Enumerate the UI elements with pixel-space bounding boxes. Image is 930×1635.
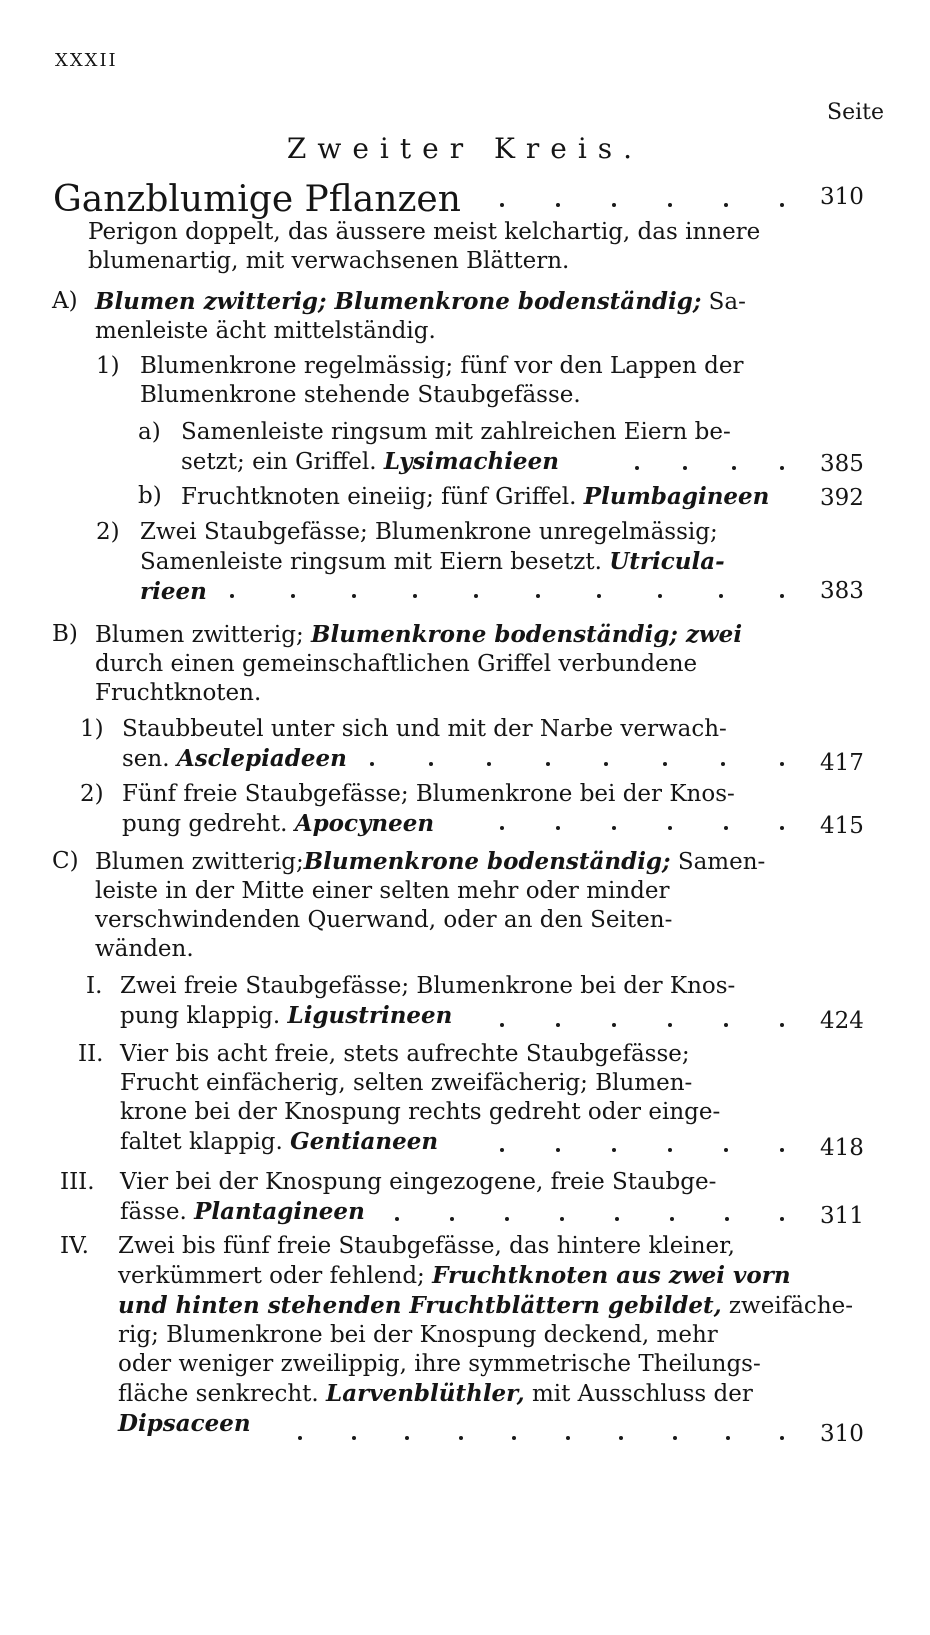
item-a1-label: 1) — [96, 353, 120, 379]
item-line: Fruchtknoten eineiig; fünf Griffel. — [181, 484, 577, 510]
section-c-text — [95, 847, 765, 964]
section-a-line: menleiste ächt mittelständig. — [95, 318, 436, 344]
leader-dots — [0, 1436, 930, 1438]
leader-dots — [0, 594, 930, 596]
leader-dot — [556, 203, 560, 207]
family-name: Apocyneen — [294, 810, 435, 837]
leader-dot — [668, 1148, 672, 1152]
leader-dot — [780, 762, 784, 766]
leader-dot — [512, 1436, 516, 1440]
section-b-line: durch einen gemeinschaftlichen Griffel verbundene — [95, 651, 698, 677]
leader-dot — [780, 466, 784, 470]
item-line: Staubbeutel unter sich und mit der Narbe verwach- — [122, 716, 727, 742]
leader-dot — [429, 762, 433, 766]
section-a-text — [95, 287, 746, 346]
item-line: Frucht einfächerig, selten zweifächerig; Blumen- — [120, 1070, 693, 1096]
leader-dot — [612, 826, 616, 830]
leader-dot — [668, 1023, 672, 1027]
leader-dots — [0, 1217, 930, 1219]
leader-dot — [395, 1217, 399, 1221]
leader-dot — [500, 826, 504, 830]
item-line: verkümmert oder fehlend; — [118, 1263, 425, 1289]
leader-dot — [566, 1436, 570, 1440]
section-b-italic: Blumenkrone bodenständig; zwei — [311, 621, 743, 648]
item-b2-label: 2) — [80, 781, 104, 807]
item-line: fläche senkrecht. — [118, 1381, 319, 1407]
item-b2-text — [122, 780, 735, 839]
leader-dot — [780, 1436, 784, 1440]
item-a1b-label: b) — [138, 483, 162, 509]
leader-dot — [556, 826, 560, 830]
leader-dots — [0, 466, 930, 468]
leader-dot — [405, 1436, 409, 1440]
leader-dot — [459, 1436, 463, 1440]
main-page-number: 310 — [820, 184, 864, 210]
leader-dot — [724, 203, 728, 207]
section-b-label: B) — [52, 621, 78, 647]
leader-dot — [560, 1217, 564, 1221]
item-line: sen. — [122, 746, 170, 772]
leader-dot — [724, 1148, 728, 1152]
item-line: Zwei freie Staubgefässe; Blumenkrone bei der Knos- — [120, 973, 736, 999]
item-c2-text — [120, 1040, 720, 1157]
family-name: Utricula- — [609, 548, 725, 575]
leader-dot — [673, 1436, 677, 1440]
leader-dot — [612, 1023, 616, 1027]
item-b1-label: 1) — [80, 716, 104, 742]
leader-dot — [612, 203, 616, 207]
item-c3-label: III. — [60, 1169, 95, 1195]
page-ref: 417 — [820, 750, 864, 776]
leader-dot — [724, 826, 728, 830]
leader-dot — [668, 826, 672, 830]
leader-dots — [0, 826, 930, 828]
leader-dot — [724, 1023, 728, 1027]
leader-dot — [500, 1148, 504, 1152]
leader-dot — [732, 466, 736, 470]
item-a1b-text — [181, 482, 769, 512]
section-c-line: leiste in der Mitte einer selten mehr oder minder — [95, 878, 670, 904]
leader-dot — [370, 762, 374, 766]
intro-paragraph — [88, 218, 760, 276]
family-name: Dipsaceen — [118, 1410, 251, 1437]
leader-dot — [612, 1148, 616, 1152]
leader-dot — [780, 1217, 784, 1221]
item-a1a-label: a) — [138, 419, 161, 445]
item-line: pung klappig. — [120, 1003, 281, 1029]
item-c4-text — [118, 1232, 853, 1439]
leader-dot — [500, 1023, 504, 1027]
section-a-label: A) — [52, 288, 78, 314]
leader-dot — [505, 1217, 509, 1221]
leader-dots — [0, 203, 930, 205]
leader-dot — [663, 762, 667, 766]
page-ref: 383 — [820, 578, 864, 604]
item-line: Samenleiste ringsum mit Eiern besetzt. — [140, 549, 602, 575]
item-line: Fünf freie Staubgefässe; Blumenkrone bei der Knos- — [122, 781, 735, 807]
section-b-line: Fruchtknoten. — [95, 680, 262, 706]
item-line: Vier bis acht freie, stets aufrechte Staubgefässe; — [120, 1041, 690, 1067]
leader-dot — [230, 594, 234, 598]
leader-dot — [619, 1436, 623, 1440]
section-b-text — [95, 620, 742, 708]
leader-dot — [658, 594, 662, 598]
page-ref: 424 — [820, 1008, 864, 1034]
leader-dot — [450, 1217, 454, 1221]
leader-dots — [0, 762, 930, 764]
section-title: Zweiter Kreis. — [286, 132, 644, 165]
page-ref: 385 — [820, 451, 864, 477]
leader-dot — [780, 1023, 784, 1027]
page-ref: 392 — [820, 485, 864, 511]
leader-dot — [719, 594, 723, 598]
item-line: Zwei bis fünf freie Staubgefässe, das hintere kleiner, — [118, 1233, 735, 1259]
page-number: XXXII — [55, 50, 118, 71]
section-c-line: wänden. — [95, 936, 194, 962]
family-name: Asclepiadeen — [176, 745, 347, 772]
section-c-label: C) — [52, 848, 79, 874]
leader-dot — [726, 1436, 730, 1440]
item-c2-label: II. — [78, 1041, 104, 1067]
item-line: Blumenkrone stehende Staubgefässe. — [140, 382, 581, 408]
item-italic: und hinten stehenden Fruchtblättern gebildet, — [118, 1292, 722, 1319]
item-c1-label: I. — [86, 973, 103, 999]
leader-dots — [0, 1148, 930, 1150]
item-line: Blumenkrone regelmässig; fünf vor den Lappen der — [140, 353, 744, 379]
item-line: Vier bei der Knospung eingezogene, freie Staubge- — [120, 1169, 717, 1195]
leader-dot — [780, 826, 784, 830]
page-ref: 418 — [820, 1135, 864, 1161]
family-name: Plumbagineen — [583, 483, 770, 510]
item-line: fässe. — [120, 1199, 187, 1225]
page-ref: 311 — [820, 1203, 864, 1229]
item-a1a-text — [181, 418, 731, 477]
item-italic: Fruchtknoten aus zwei vorn — [432, 1262, 791, 1289]
item-c4-label: IV. — [60, 1233, 89, 1259]
item-line: krone bei der Knospung rechts gedreht oder einge- — [120, 1099, 721, 1125]
leader-dot — [780, 594, 784, 598]
leader-dot — [635, 466, 639, 470]
section-c-tail: Samen- — [670, 849, 766, 875]
family-name: rieen — [140, 578, 207, 605]
leader-dot — [668, 203, 672, 207]
item-a1-text — [140, 352, 743, 410]
leader-dot — [556, 1148, 560, 1152]
item-line: pung gedreht. — [122, 811, 288, 837]
section-b-text-part: Blumen zwitterig; — [95, 622, 304, 648]
leader-dot — [298, 1436, 302, 1440]
family-name: Gentianeen — [290, 1128, 439, 1155]
leader-dot — [536, 594, 540, 598]
leader-dot — [725, 1217, 729, 1221]
item-line: Zwei Staubgefässe; Blumenkrone unregelmässig; — [140, 519, 718, 545]
item-line: oder weniger zweilippig, ihre symmetrische Theilungs- — [118, 1351, 761, 1377]
leader-dot — [556, 1023, 560, 1027]
item-line: rig; Blumenkrone bei der Knospung deckend, mehr — [118, 1322, 718, 1348]
main-heading: Ganzblumige Pflanzen — [53, 179, 461, 220]
leader-dot — [670, 1217, 674, 1221]
page-ref: 415 — [820, 813, 864, 839]
leader-dot — [352, 1436, 356, 1440]
family-name: Lysimachieen — [383, 448, 559, 475]
item-line: faltet klappig. — [120, 1129, 283, 1155]
leader-dot — [546, 762, 550, 766]
intro-line: Perigon doppelt, das äussere meist kelchartig, das innere — [88, 219, 761, 245]
leader-dot — [780, 203, 784, 207]
leader-dot — [615, 1217, 619, 1221]
leader-dot — [500, 203, 504, 207]
item-tail: mit Ausschluss der — [524, 1381, 753, 1407]
item-tail: zweifäche- — [721, 1293, 854, 1319]
section-c-text-part: Blumen zwitterig; — [95, 849, 304, 875]
section-c-line: verschwindenden Querwand, oder an den Seiten- — [95, 907, 673, 933]
leader-dots — [0, 1023, 930, 1025]
section-c-italic: Blumenkrone bodenständig; — [303, 848, 671, 875]
item-line: Samenleiste ringsum mit zahlreichen Eiern be- — [181, 419, 731, 445]
page-ref: 310 — [820, 1421, 864, 1447]
item-b1-text — [122, 715, 727, 774]
section-a-tail: Sa- — [701, 289, 746, 315]
intro-line: blumenartig, mit verwachsenen Blättern. — [88, 248, 570, 274]
item-line: setzt; ein Griffel. — [181, 449, 377, 475]
leader-dot — [597, 594, 601, 598]
item-a2-label: 2) — [96, 519, 120, 545]
family-name: Larvenblüthler, — [326, 1380, 525, 1407]
leader-dot — [780, 1148, 784, 1152]
family-name: Plantagineen — [194, 1198, 365, 1225]
family-name: Ligustrineen — [287, 1002, 453, 1029]
seite-label: Seite — [827, 100, 884, 125]
section-a-italic: Blumen zwitterig; Blumenkrone bodenständig; — [95, 288, 702, 315]
